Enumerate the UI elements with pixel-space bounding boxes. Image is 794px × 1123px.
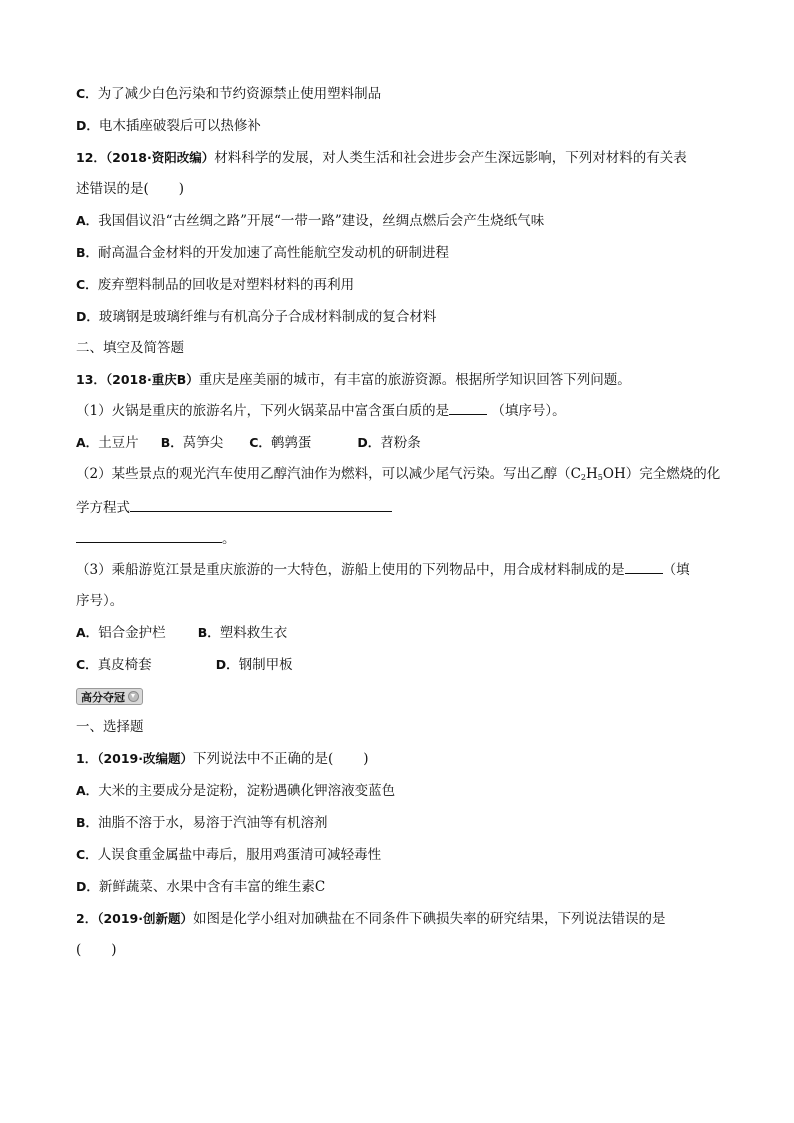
circle-arrow-down-icon	[128, 691, 139, 702]
h1-option-d: D．新鲜蔬菜、水果中含有丰富的维生素C	[76, 879, 326, 895]
h1-option-b: B．油脂不溶于水，易溶于汽油等有机溶剂	[76, 815, 328, 831]
section-fill-heading: 二、填空及简答题	[76, 340, 184, 356]
q13-part3-line2: 序号）。	[76, 593, 124, 609]
section-choice-heading: 一、选择题	[76, 719, 144, 735]
q13-part1-options: A．土豆片 B．莴笋尖 C．鹌鹑蛋 D．苕粉条	[76, 435, 421, 451]
answer-blank[interactable]	[76, 528, 222, 543]
q13-part2: （2）某些景点的观光汽车使用乙醇汽油作为燃料，可以减少尾气污染。写出乙醇$(C_2H_5OH)$完全燃烧的化	[76, 466, 721, 482]
worksheet-page	[76, 78, 721, 966]
answer-blank[interactable]	[130, 497, 392, 512]
q13-stem: 13．（2018·重庆B）重庆是座美丽的城市，有丰富的旅游资源。根据所学知识回答下列问题。	[76, 372, 631, 388]
answer-blank[interactable]	[449, 400, 487, 415]
h1-stem: 1．（2019·改编题）下列说法中不正确的是( )	[76, 751, 369, 767]
q13-part2-line3: 。	[76, 524, 721, 555]
q12-stem-line1: 12．（2018·资阳改编）材料科学的发展，对人类生活和社会进步会产生深远影响，下列对材料的有关表	[76, 150, 687, 166]
answer-blank[interactable]	[625, 559, 663, 574]
q12-stem-line2: 述错误的是( )	[76, 181, 185, 197]
q12-option-a: A．我国倡议沿“古丝绸之路”开展“一带一路”建设，丝绸点燃后会产生烧纸气味	[76, 213, 545, 229]
q11-option-c: C．为了减少白色污染和节约资源禁止使用塑料制品	[76, 86, 382, 102]
section-badge-row	[76, 681, 721, 712]
q13-part3-options-row1: A．铝合金护栏 B．塑料救生衣	[76, 625, 288, 641]
q12-option-c: C．废弃塑料制品的回收是对塑料材料的再利用	[76, 277, 355, 293]
h2-paren: ( )	[76, 942, 117, 958]
q12-option-b: B．耐高温合金材料的开发加速了高性能航空发动机的研制进程	[76, 245, 450, 261]
q13-part2-line2: 学方程式	[76, 493, 721, 524]
h1-option-c: C．人误食重金属盐中毒后，服用鸡蛋清可减轻毒性	[76, 847, 382, 863]
h1-option-a: A．大米的主要成分是淀粉，淀粉遇碘化钾溶液变蓝色	[76, 783, 396, 799]
h2-stem: 2．（2019·创新题）如图是化学小组对加碘盐在不同条件下碘损失率的研究结果，下列说法错误的是	[76, 911, 666, 927]
q13-part3-options-row2: C．真皮椅套 D．钢制甲板	[76, 657, 293, 673]
q13-part3: （3）乘船游览江景是重庆旅游的一大特色，游船上使用的下列物品中，用合成材料制成的是 （填	[76, 555, 721, 586]
section-badge: 高分夺冠	[76, 688, 143, 705]
q11-option-d: D．电木插座破裂后可以热修补	[76, 118, 261, 134]
q12-option-d: D．玻璃钢是玻璃纤维与有机高分子合成材料制成的复合材料	[76, 309, 437, 325]
q13-part1: （1）火锅是重庆的旅游名片，下列火锅菜品中富含蛋白质的是 （填序号）。	[76, 396, 721, 427]
